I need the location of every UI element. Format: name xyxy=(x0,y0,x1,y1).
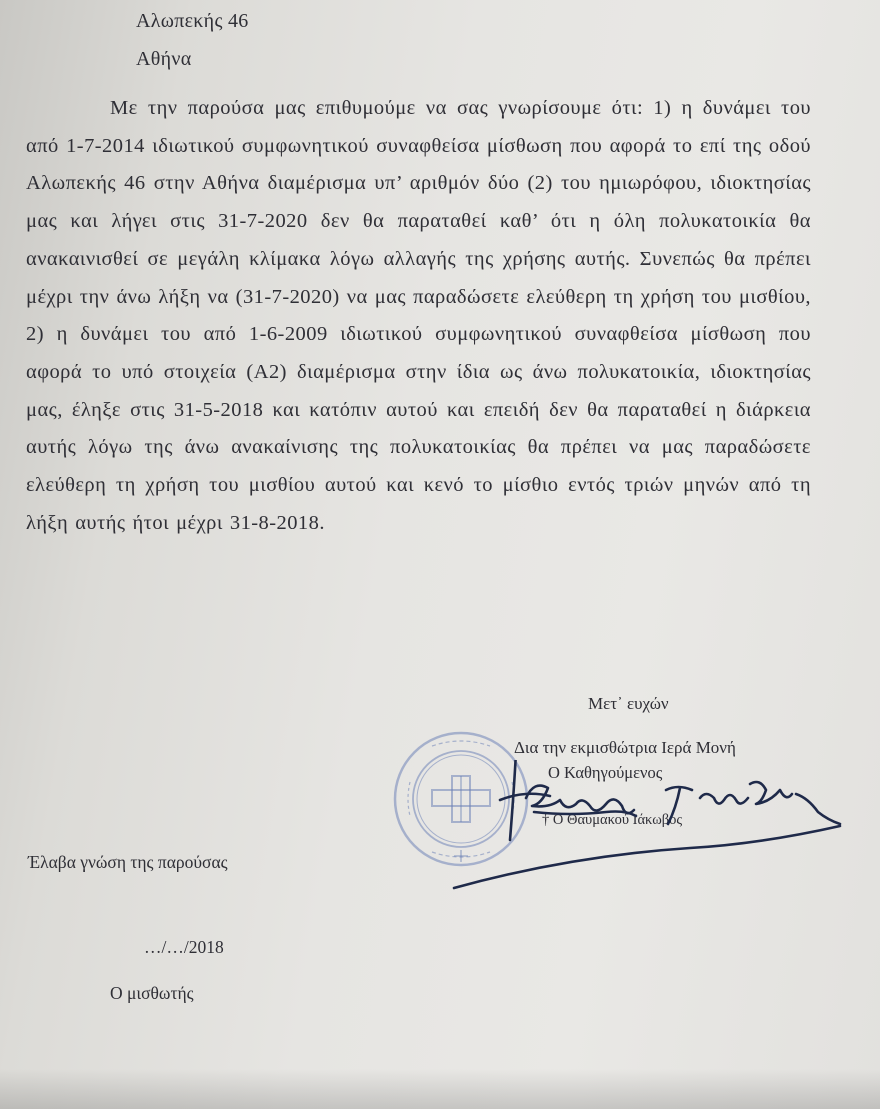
acknowledgement-text: Έλαβα γνώση της παρούσας xyxy=(28,852,228,872)
signatory-name: † Ο Θαυμακού Ιάκωβος xyxy=(542,812,683,828)
acknowledgement-date: …/…/2018 xyxy=(144,937,224,957)
handwritten-signature-icon xyxy=(430,760,850,890)
tenant-label: Ο μισθωτής xyxy=(110,983,194,1003)
signatory-on-behalf: Δια την εκμισθώτρια Ιερά Μονή xyxy=(514,738,736,757)
address-city: Αθήνα xyxy=(136,48,192,70)
letter-body: Με την παρούσα μας επιθυμούμε να σας γνωρίσουμε ότι: 1) η δυνάμει του από 1-7-2014 ιδιωτικού συμφωνητικού συναφθείσα μίσθωση που αφορά το επί της οδού Αλωπεκής 46 στην Αθήνα διαμέρισμα υπ’ αριθμόν δύο (2) του ημιωρόφου, ιδιοκτησίας μας και λήγει στις 31-7-2020 δεν θα παραταθεί καθ’ ότι η όλη πολυκατοικία θα ανακαινισθεί σε μεγάλη κλίμακα λόγω αλλαγής της χρήσης αυτής. Συνεπώς θα πρέπει μέχρι την άνω λήξη να (31-7-2020) να μας παραδώσετε ελεύθερη τη χρήση του μισθίου, 2) η δυνάμει του από 1-6-2009 ιδιωτικού συμφωνητικού συναφθείσα μίσθωση που αφορά το υπό στοιχεία (Α2) διαμέρισμα στην ίδια ως άνω πολυκατοικία, ιδιοκτησίας μας, έληξε στις 31-5-2018 και κατόπιν αυτού και επειδή δεν θα παραταθεί η διάρκεια αυτής λόγω της άνω ανακαίνισης της πολυκατοικίας θα πρέπει να μας παραδώσετε ελεύθερη τη χρήση του μισθίου αυτού και κενό το μίσθιο εντός τριών μηνών από τη λήξη αυτής ήτοι μέχρι 31-8-2018. xyxy=(26,97,811,534)
address-street: Αλωπεκής 46 xyxy=(136,10,249,32)
signatory-title: Ο Καθηγούμενος xyxy=(548,763,663,782)
closing-greeting: Μετ᾽ ευχών xyxy=(588,694,669,713)
